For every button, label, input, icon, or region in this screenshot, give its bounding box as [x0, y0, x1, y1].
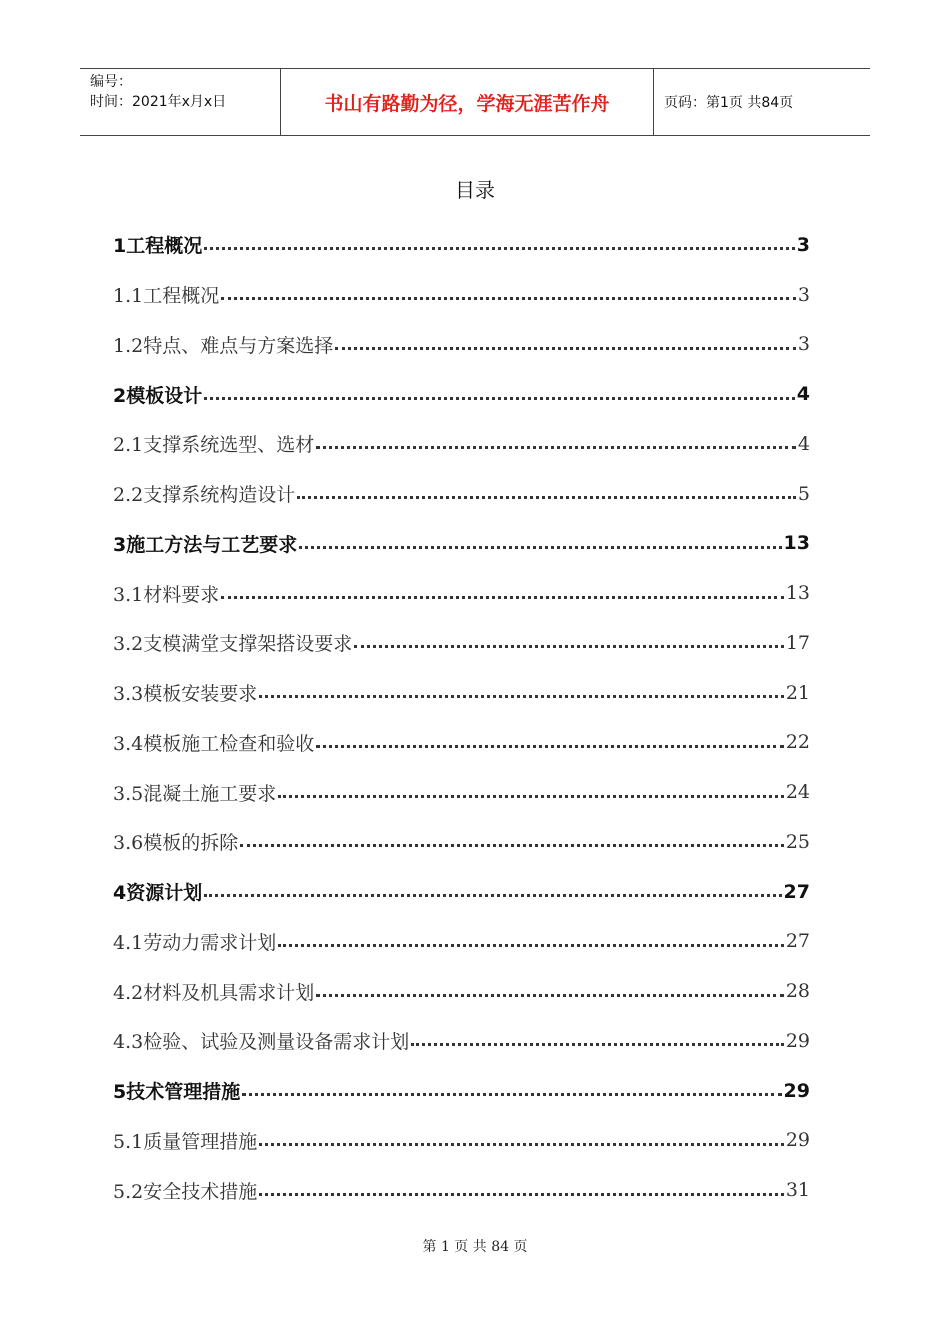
toc-leader-dots [278, 795, 784, 798]
toc-entry[interactable] [113, 568, 810, 618]
toc-leader-dots [299, 546, 781, 549]
toc-leader-dots [259, 1143, 784, 1146]
toc-entry-page: 28 [785, 980, 810, 1003]
toc-entry-page: 3 [796, 233, 810, 256]
document-number: 编号： [90, 74, 132, 90]
toc-leader-dots [240, 844, 784, 847]
toc-entry[interactable] [113, 817, 810, 867]
toc-entry[interactable] [113, 668, 810, 718]
toc-leader-dots [259, 1193, 784, 1196]
toc-leader-dots [204, 894, 781, 897]
toc-entry-text: 1.2特点、难点与方案选择 [113, 334, 334, 357]
toc-leader-dots [259, 695, 784, 698]
toc-entry[interactable] [113, 1066, 810, 1116]
toc-entry-page: 13 [783, 532, 810, 555]
header-page-info: 页码：第1页 共84页 [664, 95, 794, 111]
toc-entry-page: 5 [797, 482, 810, 505]
document-date: 时间：2021年x月x日 [90, 94, 227, 110]
toc-entry-page: 4 [797, 432, 810, 455]
toc-entry-page: 22 [785, 731, 810, 754]
toc-entry-page: 31 [785, 1179, 810, 1202]
toc-entry-page: 21 [785, 681, 810, 704]
toc-leader-dots [316, 446, 796, 449]
table-of-contents [113, 220, 810, 1215]
toc-entry-page: 29 [785, 1129, 810, 1152]
toc-entry-page: 29 [785, 1029, 810, 1052]
toc-entry-text: 4资源计划 [113, 882, 203, 905]
toc-entry-page: 27 [785, 930, 810, 953]
toc-entry-text: 3.3模板安装要求 [113, 683, 258, 706]
toc-leader-dots [221, 596, 784, 599]
toc-entry-text: 5技术管理措施 [113, 1081, 241, 1104]
toc-entry-text: 3施工方法与工艺要求 [113, 533, 298, 556]
toc-entry-text: 4.1劳动力需求计划 [113, 931, 277, 954]
toc-entry-text: 3.5混凝土施工要求 [113, 782, 277, 805]
toc-entry-page: 29 [783, 1079, 810, 1102]
toc-entry-text: 1.1工程概况 [113, 285, 220, 308]
toc-entry-text: 2.1支撑系统选型、选材 [113, 434, 315, 457]
toc-entry-text: 5.2安全技术措施 [113, 1180, 258, 1203]
toc-entry[interactable] [113, 618, 810, 668]
toc-entry-page: 13 [785, 582, 810, 605]
toc-entry-page: 4 [796, 383, 810, 406]
toc-leader-dots [335, 347, 796, 350]
toc-leader-dots [204, 397, 795, 400]
toc-entry-page: 3 [797, 283, 810, 306]
toc-entry-text: 3.1材料要求 [113, 583, 220, 606]
toc-entry-text: 4.2材料及机具需求计划 [113, 981, 315, 1004]
toc-entry[interactable] [113, 767, 810, 817]
toc-leader-dots [316, 994, 784, 997]
toc-entry-text: 5.1质量管理措施 [113, 1130, 258, 1153]
page-footer: 第 1 页 共 84 页 [422, 1239, 528, 1255]
toc-leader-dots [297, 496, 796, 499]
toc-entry[interactable] [113, 1116, 810, 1166]
toc-entry-page: 17 [785, 631, 810, 654]
header-motto: 书山有路勤为径，学海无涯苦作舟 [281, 69, 654, 135]
toc-entry-page: 3 [797, 333, 810, 356]
toc-entry[interactable] [113, 718, 810, 768]
toc-entry-text: 4.3检验、试验及测量设备需求计划 [113, 1031, 410, 1054]
toc-entry-page: 27 [783, 880, 810, 903]
toc-leader-dots [204, 247, 795, 250]
toc-entry-page: 25 [785, 830, 810, 853]
toc-title: 目录 [455, 178, 495, 202]
toc-entry[interactable] [113, 867, 810, 917]
toc-entry-text: 3.2支模满堂支撑架搭设要求 [113, 633, 353, 656]
toc-entry-page: 24 [785, 781, 810, 804]
toc-entry[interactable] [113, 469, 810, 519]
toc-entry[interactable] [113, 220, 810, 270]
toc-entry-text: 1工程概况 [113, 235, 203, 258]
toc-entry[interactable] [113, 270, 810, 320]
toc-leader-dots [354, 645, 784, 648]
toc-entry[interactable] [113, 1165, 810, 1215]
toc-leader-dots [278, 944, 784, 947]
toc-entry-text: 2模板设计 [113, 384, 203, 407]
toc-entry[interactable] [113, 966, 810, 1016]
toc-entry-text: 3.6模板的拆除 [113, 832, 239, 855]
toc-entry[interactable] [113, 419, 810, 469]
toc-entry[interactable] [113, 320, 810, 370]
toc-entry-text: 2.2支撑系统构造设计 [113, 484, 296, 507]
page-header [80, 68, 870, 136]
toc-entry[interactable] [113, 917, 810, 967]
toc-leader-dots [242, 1093, 781, 1096]
toc-leader-dots [411, 1043, 784, 1046]
toc-leader-dots [316, 745, 784, 748]
header-meta [80, 69, 281, 135]
toc-entry[interactable] [113, 369, 810, 419]
toc-entry-text: 3.4模板施工检查和验收 [113, 732, 315, 755]
toc-entry[interactable] [113, 1016, 810, 1066]
toc-entry[interactable] [113, 519, 810, 569]
toc-leader-dots [221, 297, 796, 300]
